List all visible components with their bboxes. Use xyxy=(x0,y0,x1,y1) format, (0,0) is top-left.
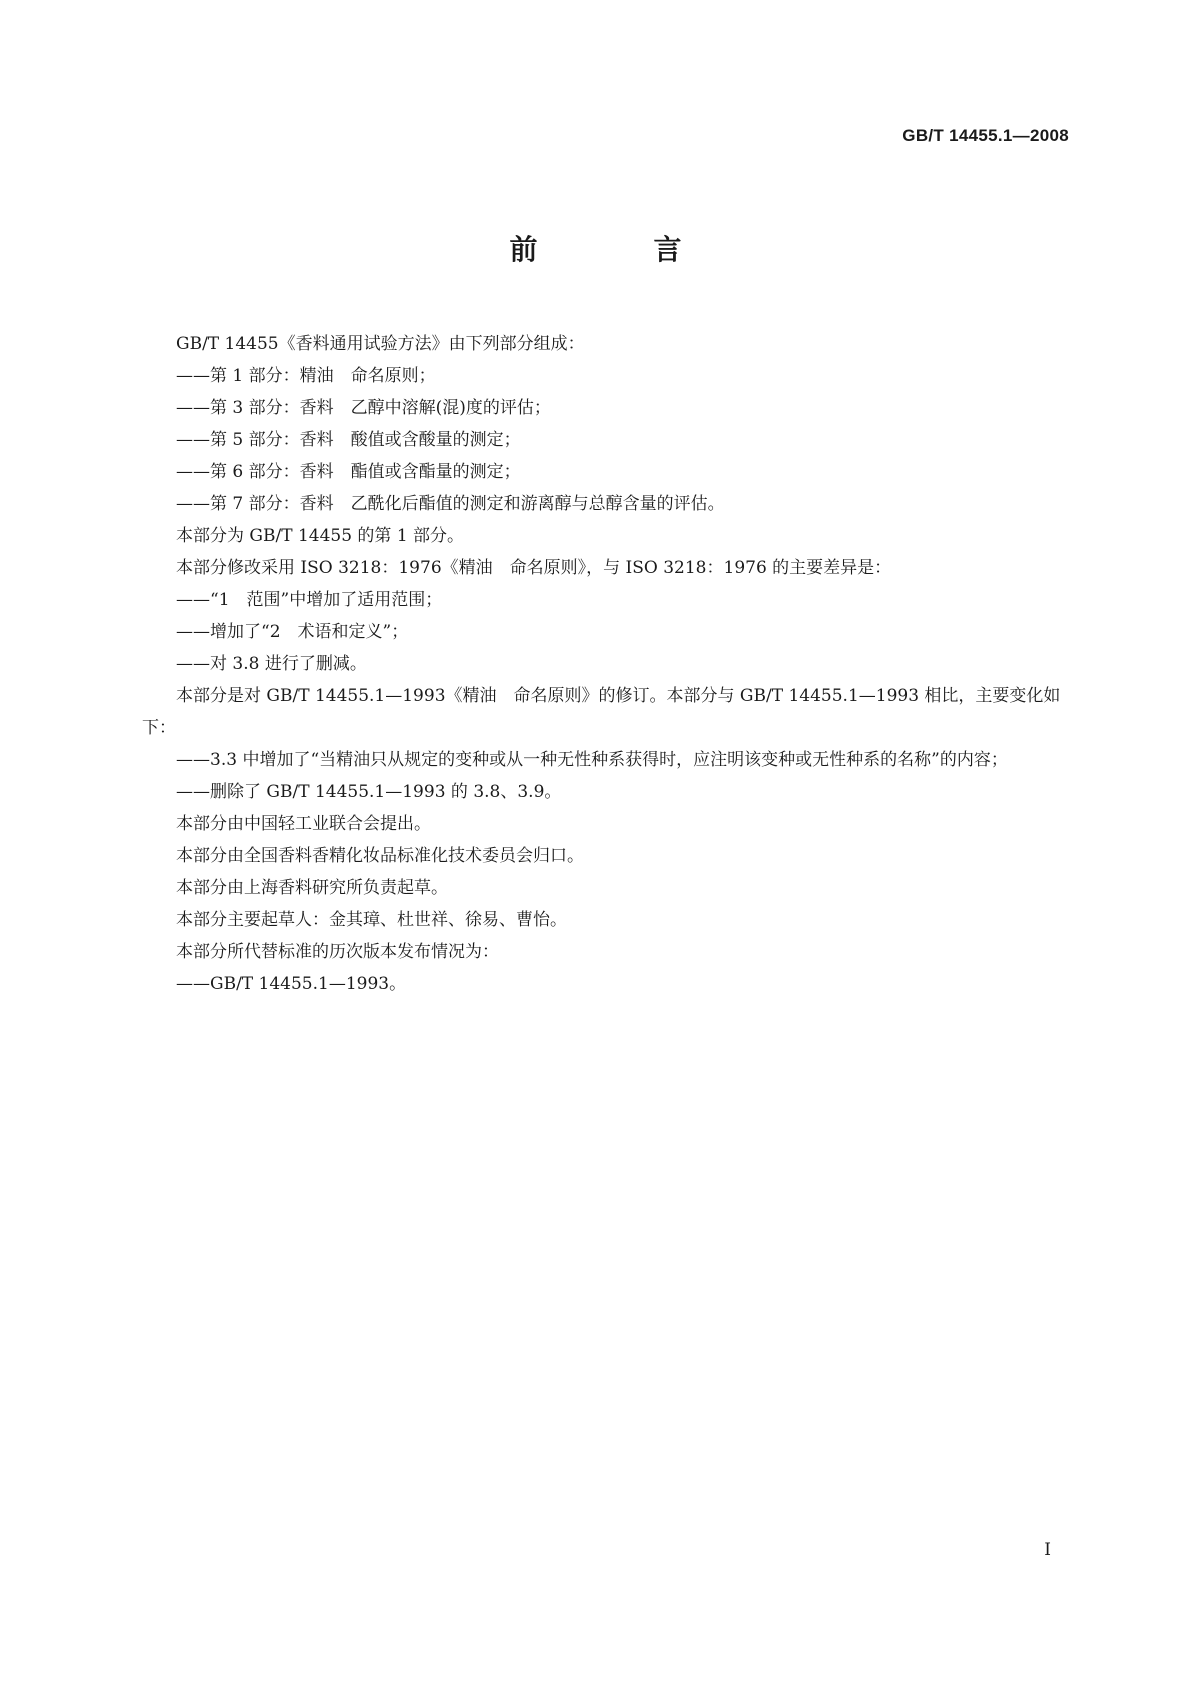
list-item: ——GB/T 14455.1—1993。 xyxy=(176,974,407,994)
list-item: ——“1 范围”中增加了适用范围； xyxy=(176,590,443,610)
page-number: I xyxy=(1044,1540,1051,1560)
paragraph: 本部分所代替标准的历次版本发布情况为： xyxy=(176,942,499,962)
list-item: ——增加了“2 术语和定义”； xyxy=(176,622,409,642)
paragraph: 本部分由中国轻工业联合会提出。 xyxy=(176,814,431,834)
list-item: ——对 3.8 进行了删减。 xyxy=(176,654,367,674)
paragraph: 本部分为 GB/T 14455 的第 1 部分。 xyxy=(176,526,465,546)
foreword-body xyxy=(142,328,1062,1000)
list-item: ——第 6 部分：香料 酯值或含酯量的测定； xyxy=(176,462,521,482)
paragraph: 本部分主要起草人：金其璋、杜世祥、徐易、曹怡。 xyxy=(176,910,567,930)
paragraph: GB/T 14455《香料通用试验方法》由下列部分组成： xyxy=(176,334,585,354)
standard-code: GB/T 14455.1—2008 xyxy=(902,126,1069,145)
list-item: ——第 1 部分：精油 命名原则； xyxy=(176,366,436,386)
page-title: 前 言 xyxy=(509,233,726,266)
paragraph: 本部分是对 GB/T 14455.1—1993《精油 命名原则》的修订。本部分与 GB/T 14455.1—1993 相比，主要变化如下： xyxy=(142,686,1061,738)
list-item: ——第 3 部分：香料 乙醇中溶解(混)度的评估； xyxy=(176,398,551,418)
list-item: ——3.3 中增加了“当精油只从规定的变种或从一种无性种系获得时，应注明该变种或无性种系的名称”的内容； xyxy=(176,750,1008,770)
paragraph: 本部分由全国香料香精化妆品标准化技术委员会归口。 xyxy=(176,846,584,866)
paragraph: 本部分由上海香料研究所负责起草。 xyxy=(176,878,448,898)
paragraph: 本部分修改采用 ISO 3218：1976《精油 命名原则》，与 ISO 3218：1976 的主要差异是： xyxy=(176,558,892,578)
list-item: ——删除了 GB/T 14455.1—1993 的 3.8、3.9。 xyxy=(176,782,562,802)
list-item: ——第 7 部分：香料 乙酰化后酯值的测定和游离醇与总醇含量的评估。 xyxy=(176,494,725,514)
list-item: ——第 5 部分：香料 酸值或含酸量的测定； xyxy=(176,430,521,450)
